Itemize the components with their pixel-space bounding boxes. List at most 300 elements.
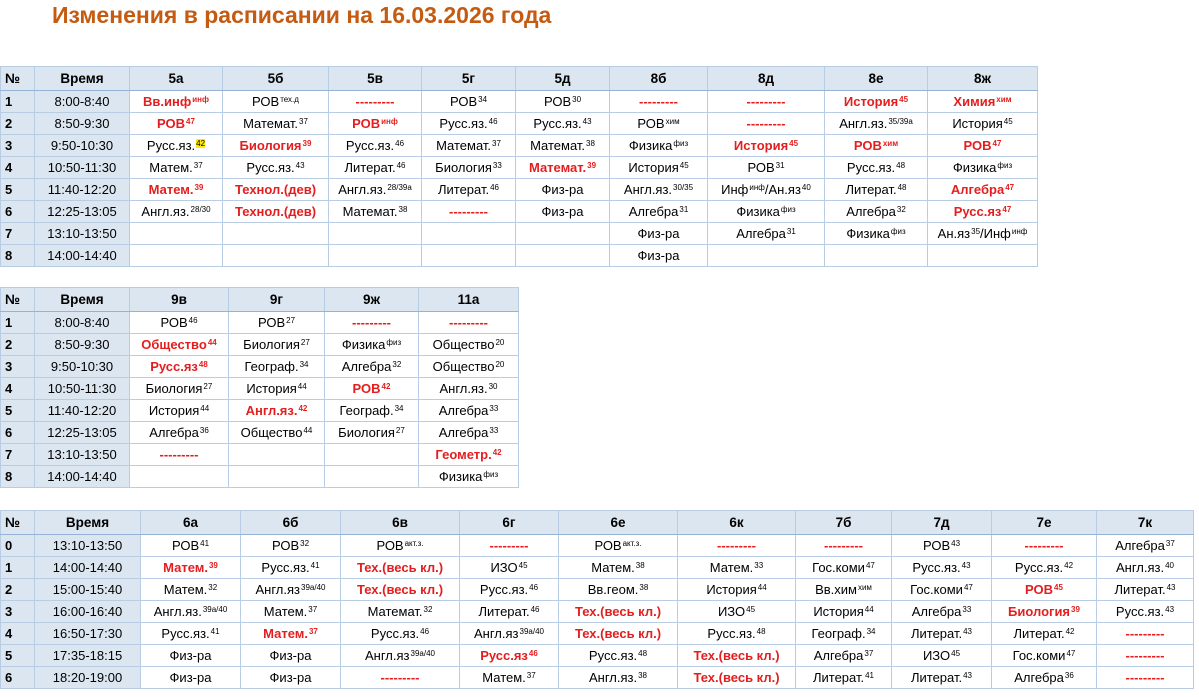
- lesson-cell: Физика$^{физ}$: [325, 334, 419, 356]
- lesson-cell: Тех.(весь кл.): [341, 557, 460, 579]
- lesson-cell: [422, 245, 516, 267]
- lesson-cell: История$^{45}$: [708, 135, 825, 157]
- room-number: 38: [586, 138, 595, 148]
- lesson-cell: Литерат.$^{46}$: [422, 179, 516, 201]
- room-number: 46: [528, 648, 538, 658]
- lesson-cell: $РОВ^{акт.з.}$: [341, 535, 460, 557]
- room-number: 46: [529, 582, 539, 592]
- room-number: 27: [395, 425, 405, 435]
- room-number: 45: [746, 604, 756, 614]
- room-number: 38: [635, 560, 645, 570]
- room-number: физ: [997, 160, 1013, 170]
- room-number: 32: [300, 538, 310, 548]
- table-row: [1, 378, 519, 400]
- room-number: 37: [492, 138, 501, 148]
- table-body: [1, 312, 519, 488]
- lesson-cell: Алгебра$^{47}$: [928, 179, 1038, 201]
- lesson-cell: Биология$^{27}$: [229, 334, 325, 356]
- room-number: 43: [582, 116, 592, 126]
- lesson-cell: Англ.яз.$^{42}$: [229, 400, 325, 422]
- column-header-number: №: [1, 511, 35, 535]
- lesson-cell: Биология$^{39}$: [223, 135, 329, 157]
- column-header-class: 6в: [341, 511, 460, 535]
- lesson-cell: $Англ.яз^{39а/40}$: [460, 623, 559, 645]
- lesson-time: 8:00-8:40: [35, 312, 130, 334]
- lesson-cell: ---------: [678, 535, 796, 557]
- room-number: 30: [488, 381, 498, 391]
- lesson-cell: $Англ.яз^{39а/40}$: [241, 579, 341, 601]
- lesson-cell: $РОВ^{инф}$: [329, 113, 422, 135]
- room-number: 39: [302, 138, 312, 148]
- lesson-time: 16:00-16:40: [35, 601, 141, 623]
- column-header-class: 6а: [141, 511, 241, 535]
- lesson-cell: Физ-ра: [610, 223, 708, 245]
- column-header-time: Время: [35, 288, 130, 312]
- lesson-cell: Математ.$^{38}$: [516, 135, 610, 157]
- lesson-cell: ИЗО$^{45}$: [678, 601, 796, 623]
- lesson-cell: Алгебра$^{36}$: [992, 667, 1097, 689]
- lesson-cell: История$^{44}$: [796, 601, 892, 623]
- lesson-cell: Гос.коми$^{47}$: [796, 557, 892, 579]
- room-number: 30/35: [673, 182, 694, 192]
- room-number: 32: [392, 359, 402, 369]
- lesson-number: 3: [1, 356, 35, 378]
- lesson-cell: РОВ$^{34}$: [422, 91, 516, 113]
- column-header-time: Время: [35, 67, 130, 91]
- lesson-cell: РОВ$^{42}$: [325, 378, 419, 400]
- room-number: 47: [1002, 204, 1012, 214]
- lesson-cell: $РОВ^{акт.з.}$: [559, 535, 678, 557]
- lesson-time: 8:00-8:40: [35, 91, 130, 113]
- room-number: 45: [518, 560, 528, 570]
- table-row: [1, 667, 1194, 689]
- room-number: 42: [381, 381, 391, 391]
- lesson-cell: Технол.(дев): [223, 179, 329, 201]
- room-number: 44: [303, 425, 313, 435]
- room-number: инф: [381, 116, 398, 126]
- room-number: акт.з.: [404, 538, 424, 548]
- table-header: [1, 511, 1194, 535]
- lesson-cell: [516, 223, 610, 245]
- table-row: [1, 535, 1194, 557]
- lesson-cell: Биология$^{33}$: [422, 157, 516, 179]
- column-header-class: 5в: [329, 67, 422, 91]
- lesson-cell: Физ-ра: [141, 645, 241, 667]
- lesson-cell: Гос.коми$^{47}$: [992, 645, 1097, 667]
- lesson-cell: Алгебра$^{31}$: [610, 201, 708, 223]
- table-row: [1, 113, 1038, 135]
- room-number: 46: [395, 138, 405, 148]
- lesson-cell: ---------: [796, 535, 892, 557]
- table-row: [1, 334, 519, 356]
- lesson-cell: Русс.яз.$^{43}$: [1097, 601, 1194, 623]
- lesson-cell: Литерат.$^{48}$: [825, 179, 928, 201]
- table-row: [1, 223, 1038, 245]
- lesson-cell: Тех.(весь кл.): [341, 579, 460, 601]
- room-number: 42: [196, 138, 206, 148]
- room-number: 48: [896, 160, 906, 170]
- lesson-cell: Общество$^{44}$: [229, 422, 325, 444]
- lesson-number: 4: [1, 623, 35, 645]
- room-number: 39а/40: [519, 626, 544, 636]
- column-header-class: 5д: [516, 67, 610, 91]
- room-number: 34: [394, 403, 404, 413]
- lesson-cell: [708, 245, 825, 267]
- room-number: 38: [639, 582, 649, 592]
- lesson-number: 3: [1, 601, 35, 623]
- lesson-cell: Матем.$^{33}$: [678, 557, 796, 579]
- lesson-time: 11:40-12:20: [35, 400, 130, 422]
- lesson-cell: Англ.яз.$^{28/30}$: [130, 201, 223, 223]
- room-number: 39: [587, 160, 597, 170]
- room-number: 32: [423, 604, 433, 614]
- table-row: [1, 422, 519, 444]
- lesson-number: 2: [1, 334, 35, 356]
- room-number: физ: [483, 469, 499, 479]
- lesson-cell: ---------: [708, 113, 825, 135]
- lesson-cell: История$^{44}$: [130, 400, 229, 422]
- room-number: 33: [962, 604, 972, 614]
- lesson-time: 17:35-18:15: [35, 645, 141, 667]
- lesson-cell: Алгебра$^{33}$: [892, 601, 992, 623]
- lesson-number: 3: [1, 135, 35, 157]
- lesson-cell: Химия$^{хим}$: [928, 91, 1038, 113]
- schedule-table-grades-9-11: [0, 287, 519, 488]
- lesson-cell: [928, 245, 1038, 267]
- lesson-cell: [329, 223, 422, 245]
- lesson-cell: Англ.яз.$^{40}$: [1097, 557, 1194, 579]
- room-number: 32: [896, 204, 906, 214]
- lesson-cell: Математ.$^{37}$: [422, 135, 516, 157]
- room-number: 39а/40: [202, 604, 228, 614]
- table-row: [1, 466, 519, 488]
- lesson-cell: История$^{45}$: [610, 157, 708, 179]
- room-number: 43: [1165, 604, 1175, 614]
- lesson-cell: Физ-ра: [241, 645, 341, 667]
- lesson-cell: ---------: [325, 312, 419, 334]
- lesson-number: 1: [1, 312, 35, 334]
- column-header-class: 8б: [610, 67, 708, 91]
- column-header-class: 8е: [825, 67, 928, 91]
- lesson-cell: Биология$^{27}$: [325, 422, 419, 444]
- room-number: 35: [971, 226, 981, 236]
- room-number: 46: [490, 182, 500, 192]
- room-number: акт.з.: [622, 538, 642, 548]
- page-title: Изменения в расписании на 16.03.2026 года: [52, 2, 552, 28]
- lesson-cell: ---------: [422, 201, 516, 223]
- table-header: [1, 288, 519, 312]
- lesson-cell: Алгебра$^{32}$: [825, 201, 928, 223]
- lesson-number: 4: [1, 378, 35, 400]
- lesson-cell: Англ.яз.$^{39а/40}$: [141, 601, 241, 623]
- lesson-cell: [130, 245, 223, 267]
- lesson-cell: История$^{45}$: [928, 113, 1038, 135]
- lesson-cell: [130, 466, 229, 488]
- lesson-cell: [825, 245, 928, 267]
- lesson-cell: Тех.(весь кл.): [559, 623, 678, 645]
- lesson-time: 14:00-14:40: [35, 245, 130, 267]
- room-number: тех.д: [280, 94, 299, 104]
- lesson-cell: ---------: [1097, 667, 1194, 689]
- lesson-cell: ---------: [419, 312, 519, 334]
- lesson-cell: Вв.геом.$^{38}$: [559, 579, 678, 601]
- lesson-cell: Математ.$^{38}$: [329, 201, 422, 223]
- room-number: 47: [1005, 182, 1015, 192]
- room-number: 43: [1166, 582, 1176, 592]
- room-number: 48: [756, 626, 766, 636]
- lesson-cell: Литерат.$^{46}$: [460, 601, 559, 623]
- lesson-cell: Матем.$^{37}$: [241, 601, 341, 623]
- room-number: 45: [1054, 582, 1063, 592]
- lesson-cell: Литерат.$^{43}$: [1097, 579, 1194, 601]
- lesson-cell: Матем.$^{37}$: [460, 667, 559, 689]
- room-number: 34: [478, 94, 488, 104]
- table-row: [1, 557, 1194, 579]
- lesson-cell: Русс.яз.$^{48}$: [678, 623, 796, 645]
- lesson-cell: [223, 245, 329, 267]
- room-number: 45: [951, 648, 961, 658]
- lesson-cell: Матем.$^{37}$: [130, 157, 223, 179]
- room-number: 42: [1064, 560, 1074, 570]
- room-number: 42: [298, 403, 308, 413]
- lesson-cell: Алгебра$^{37}$: [796, 645, 892, 667]
- room-number: 47: [1066, 648, 1076, 658]
- room-number: 36: [1064, 670, 1074, 680]
- lesson-number: 0: [1, 535, 35, 557]
- lesson-cell: Англ.яз.$^{30}$: [419, 378, 519, 400]
- lesson-cell: Русс.яз.$^{46}$: [341, 623, 460, 645]
- column-header-number: №: [1, 288, 35, 312]
- lesson-cell: Алгебра$^{31}$: [708, 223, 825, 245]
- room-number: 37: [864, 648, 874, 658]
- lesson-cell: Алгебра$^{33}$: [419, 400, 519, 422]
- room-number: 27: [203, 381, 213, 391]
- column-header-class: 6б: [241, 511, 341, 535]
- lesson-cell: Математ.$^{32}$: [341, 601, 460, 623]
- lesson-cell: [329, 245, 422, 267]
- lesson-cell: [325, 466, 419, 488]
- lesson-cell: Географ.$^{34}$: [796, 623, 892, 645]
- lesson-time: 10:50-11:30: [35, 157, 130, 179]
- room-number: 44: [757, 582, 767, 592]
- room-number: хим: [882, 138, 899, 148]
- table-row: [1, 623, 1194, 645]
- column-header-class: 7е: [992, 511, 1097, 535]
- column-header-class: 6г: [460, 511, 559, 535]
- room-number: хим: [996, 94, 1012, 104]
- lesson-cell: Тех.(весь кл.): [559, 601, 678, 623]
- room-number: 42: [1065, 626, 1075, 636]
- table-row: [1, 400, 519, 422]
- table-row: [1, 91, 1038, 113]
- room-number: 34: [866, 626, 876, 636]
- lesson-time: 11:40-12:20: [35, 179, 130, 201]
- lesson-cell: Алгебра$^{36}$: [130, 422, 229, 444]
- lesson-number: 1: [1, 91, 35, 113]
- column-header-class: 9в: [130, 288, 229, 312]
- lesson-time: 15:00-15:40: [35, 579, 141, 601]
- room-number: 40: [1165, 560, 1175, 570]
- column-header-class: 7д: [892, 511, 992, 535]
- lesson-cell: Общество$^{20}$: [419, 356, 519, 378]
- lesson-number: 4: [1, 157, 35, 179]
- lesson-cell: РОВ$^{43}$: [892, 535, 992, 557]
- room-number: 45: [899, 94, 909, 104]
- room-number: инф: [1011, 226, 1028, 236]
- room-number: 43: [963, 626, 973, 636]
- room-number: хим: [665, 116, 680, 126]
- lesson-cell: Биология$^{27}$: [130, 378, 229, 400]
- room-number: 43: [951, 538, 961, 548]
- room-number: 46: [530, 604, 540, 614]
- room-number: инф: [192, 94, 209, 104]
- lesson-cell: [223, 223, 329, 245]
- lesson-cell: Англ.яз.$^{35/39а}$: [825, 113, 928, 135]
- room-number: инф: [749, 182, 765, 192]
- lesson-cell: ---------: [341, 667, 460, 689]
- lesson-cell: [325, 444, 419, 466]
- lesson-cell: $РОВ^{хим}$: [825, 135, 928, 157]
- lesson-cell: Русс.яз.$^{46}$: [460, 579, 559, 601]
- lesson-cell: Тех.(весь кл.): [678, 645, 796, 667]
- lesson-cell: Литерат.$^{42}$: [992, 623, 1097, 645]
- lesson-cell: РОВ$^{47}$: [130, 113, 223, 135]
- lesson-number: 5: [1, 400, 35, 422]
- room-number: 46: [420, 626, 430, 636]
- lesson-cell: ИЗО$^{45}$: [460, 557, 559, 579]
- room-number: 39: [208, 560, 218, 570]
- lesson-cell: РОВ$^{46}$: [130, 312, 229, 334]
- lesson-cell: Геометр.$^{42}$: [419, 444, 519, 466]
- lesson-cell: Русс.яз.$^{46}$: [422, 113, 516, 135]
- lesson-number: 5: [1, 179, 35, 201]
- room-number: 32: [208, 582, 218, 592]
- room-number: 46: [488, 116, 498, 126]
- room-number: 31: [775, 160, 785, 170]
- lesson-number: 6: [1, 422, 35, 444]
- table-header: [1, 67, 1038, 91]
- lesson-cell: Матем.$^{37}$: [241, 623, 341, 645]
- room-number: 33: [492, 160, 502, 170]
- lesson-cell: Биология$^{39}$: [992, 601, 1097, 623]
- lesson-number: 2: [1, 113, 35, 135]
- lesson-time: 9:50-10:30: [35, 135, 130, 157]
- lesson-cell: Русс.яз.$^{41}$: [141, 623, 241, 645]
- column-header-class: 7б: [796, 511, 892, 535]
- room-number: 40: [801, 182, 811, 192]
- room-number: 31: [786, 226, 796, 236]
- room-number: 46: [188, 315, 198, 325]
- lesson-cell: Русс.яз.$^{46}$: [329, 135, 422, 157]
- lesson-cell: [516, 245, 610, 267]
- room-number: 47: [865, 560, 875, 570]
- room-number: 38: [398, 204, 408, 214]
- lesson-cell: ---------: [1097, 645, 1194, 667]
- lesson-cell: Литерат.$^{46}$: [329, 157, 422, 179]
- table-row: [1, 312, 519, 334]
- lesson-time: 14:00-14:40: [35, 557, 141, 579]
- column-header-class: 6е: [559, 511, 678, 535]
- room-number: 38: [638, 670, 648, 680]
- lesson-cell: Физика$^{физ}$: [825, 223, 928, 245]
- room-number: 27: [300, 337, 310, 347]
- room-number: 27: [286, 315, 296, 325]
- lesson-cell: Матем.$^{32}$: [141, 579, 241, 601]
- lesson-time: 12:25-13:05: [35, 201, 130, 223]
- table-row: [1, 179, 1038, 201]
- lesson-cell: Физика$^{физ}$: [610, 135, 708, 157]
- lesson-cell: РОВ$^{45}$: [992, 579, 1097, 601]
- room-number: 39а/40: [301, 582, 326, 592]
- room-number: 47: [992, 138, 1002, 148]
- lesson-cell: ---------: [992, 535, 1097, 557]
- room-number: 37: [526, 670, 536, 680]
- lesson-cell: РОВ$^{27}$: [229, 312, 325, 334]
- room-number: 42: [492, 447, 502, 457]
- table-row: [1, 444, 519, 466]
- room-number: 39: [1071, 604, 1080, 614]
- lesson-cell: Технол.(дев): [223, 201, 329, 223]
- room-number: 48: [198, 359, 208, 369]
- column-header-class: 5б: [223, 67, 329, 91]
- room-number: 41: [865, 670, 875, 680]
- table-row: [1, 157, 1038, 179]
- lesson-cell: Русс.яз.$^{43}$: [223, 157, 329, 179]
- room-number: 47: [186, 116, 195, 126]
- room-number: 20: [495, 337, 505, 347]
- lesson-cell: РОВ$^{32}$: [241, 535, 341, 557]
- lesson-cell: Физика$^{физ}$: [928, 157, 1038, 179]
- room-number: 28/30: [190, 204, 211, 214]
- room-number: 41: [210, 626, 220, 636]
- lesson-number: 6: [1, 667, 35, 689]
- schedule-table-grades-5-8: [0, 66, 1038, 267]
- column-header-class: 9ж: [325, 288, 419, 312]
- lesson-cell: Физ-ра: [141, 667, 241, 689]
- lesson-cell: Алгебра$^{37}$: [1097, 535, 1194, 557]
- table-body: [1, 91, 1038, 267]
- lesson-cell: ---------: [1097, 623, 1194, 645]
- room-number: физ: [673, 138, 689, 148]
- lesson-time: 9:50-10:30: [35, 356, 130, 378]
- lesson-cell: Русс.яз.$^{43}$: [892, 557, 992, 579]
- lesson-cell: Англ.яз.$^{28/39а}$: [329, 179, 422, 201]
- room-number: 43: [963, 670, 973, 680]
- lesson-cell: Литерат.$^{41}$: [796, 667, 892, 689]
- lesson-time: 8:50-9:30: [35, 334, 130, 356]
- table-row: [1, 601, 1194, 623]
- room-number: 36: [199, 425, 209, 435]
- lesson-cell: Матем.$^{39}$: [141, 557, 241, 579]
- lesson-cell: ---------: [329, 91, 422, 113]
- room-number: 48: [638, 648, 648, 658]
- lesson-cell: РОВ$^{41}$: [141, 535, 241, 557]
- lesson-cell: [422, 223, 516, 245]
- room-number: 37: [1165, 538, 1175, 548]
- column-header-class: 7к: [1097, 511, 1194, 535]
- column-header-time: Время: [35, 511, 141, 535]
- lesson-cell: Математ.$^{39}$: [516, 157, 610, 179]
- lesson-cell: Физ-ра: [610, 245, 708, 267]
- lesson-cell: $Русс.яз^{47}$: [928, 201, 1038, 223]
- room-number: 44: [207, 337, 217, 347]
- room-number: 33: [754, 560, 764, 570]
- lesson-number: 7: [1, 444, 35, 466]
- lesson-cell: Литерат.$^{43}$: [892, 623, 992, 645]
- lesson-cell: ---------: [708, 91, 825, 113]
- room-number: 37: [193, 160, 203, 170]
- lesson-cell: Алгебра$^{33}$: [419, 422, 519, 444]
